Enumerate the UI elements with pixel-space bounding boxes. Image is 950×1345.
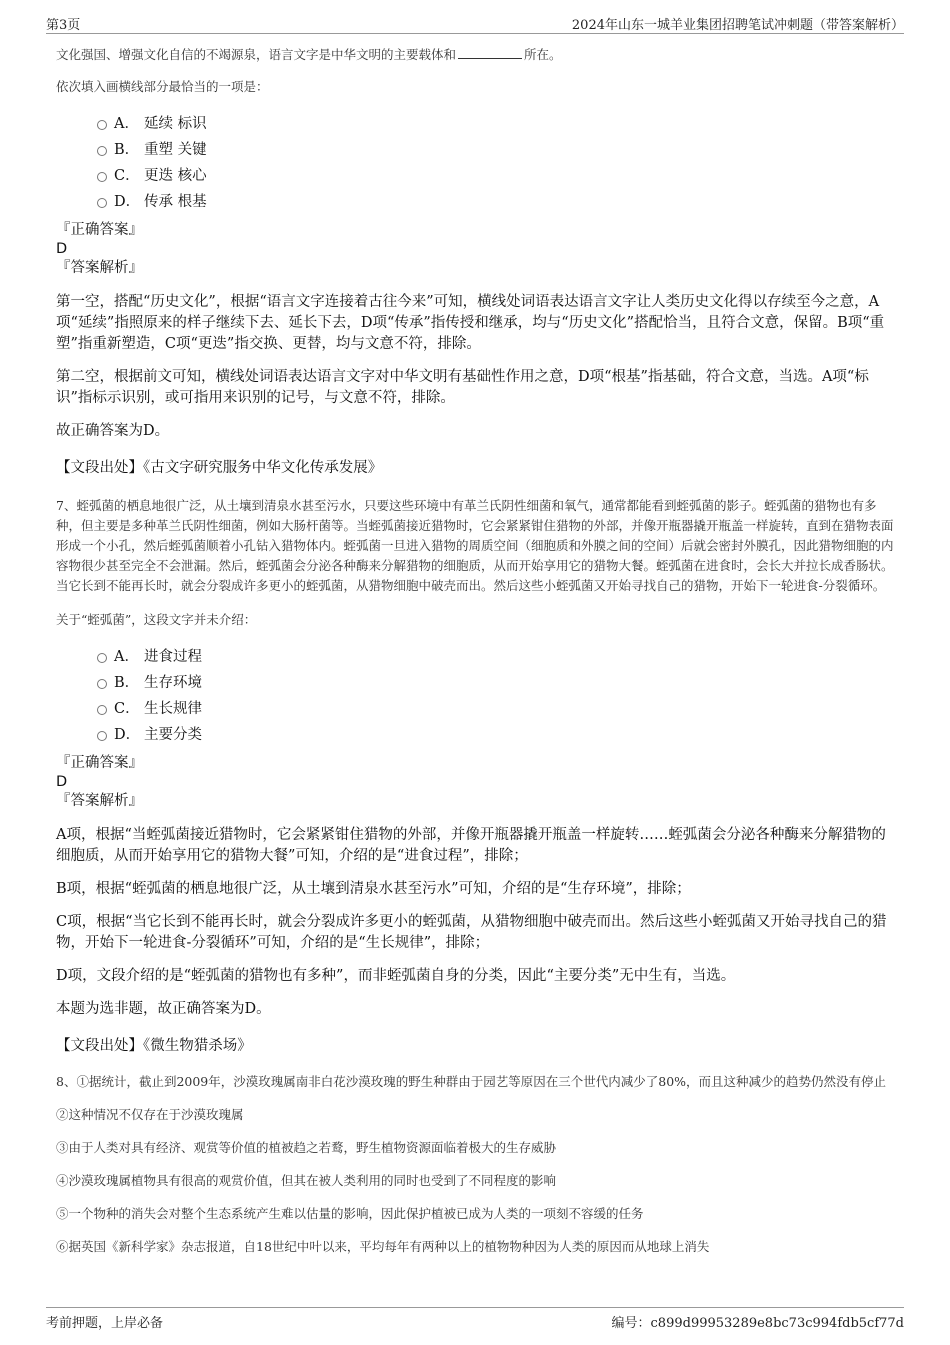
page-header xyxy=(46,14,904,34)
q8-line-2: ②这种情况不仅存在于沙漠玫瑰属 xyxy=(56,1107,244,1122)
q6-analysis-1: 第一空，搭配“历史文化”，根据“语言文字连接着古往今来”可知，横线处词语表达语言文字让人类历史文化得以存续至今之意，A项“延续”指照原来的样子继续下去、延长下去，D项“传承”指传授和继承，均与“历史文化”搭配恰当，且符合文意，保留。B项“重塑”指重新塑造，C项“更迭”指交换、更替，均与文意不符，排除。 xyxy=(56,294,885,352)
option-text: 传承 根基 xyxy=(144,194,207,210)
q8-line-5: ⑤一个物种的消失会对整个生态系统产生难以估量的影响，因此保护植被已成为人类的一项刻不容缓的任务 xyxy=(56,1206,644,1221)
option-key: A． xyxy=(114,116,139,132)
document-id: 编号：c899d99953289e8bc73c994fdb5cf77d xyxy=(611,1316,904,1331)
q7-source: 【文段出处】《微生物猎杀场》 xyxy=(56,1038,252,1054)
q6-answer-label: 『正确答案』 xyxy=(56,222,143,238)
q7-analysis-2: B项，根据“蛭弧菌的栖息地很广泛，从土壤到清泉水甚至污水”可知，介绍的是“生存环境”，排除； xyxy=(56,881,691,897)
option-key: B． xyxy=(114,142,140,158)
q7-stem: 7、蛭弧菌的栖息地很广泛，从土壤到清泉水甚至污水，只要这些环境中有革兰氏阴性细菌和氧气，通常都能看到蛭弧菌的影子。蛭弧菌的猎物也有多种，但主要是多种革兰氏阴性细菌，例如大肠杆菌等。当蛭弧菌接近猎物时，它会紧紧钳住猎物的外部，并像开瓶器撬开瓶盖一样旋转，直到在猎物表面形成一个小孔，然后蛭弧菌顺着小孔钻入猎物体内。蛭弧菌一旦进入猎物的周质空间（细胞质和外膜之间的空间）后就会密封外膜孔，因此猎物细胞的内容物很少甚至完全不会泄漏。然后，蛭弧菌会分泌各种酶来分解猎物的细胞质，从而开始享用它的猎物大餐。蛭弧菌在进食时，会长大并拉长成香肠状。当它长到不能再长时，就会分裂成许多更小的蛭弧菌，从猎物细胞中破壳而出。然后这些小蛭弧菌又开始寻找自己的猎物，开始下一轮进食-分裂循环。 xyxy=(56,498,894,593)
q6-stem-part2: 所在。 xyxy=(524,47,562,62)
radio-icon[interactable] xyxy=(97,731,107,741)
q8-line-6: ⑥据英国《新科学家》杂志报道，自18世纪中叶以来，平均每年有两种以上的植物物种因为人类的原因而从地球上消失 xyxy=(56,1239,710,1254)
q7-analysis-4: D项，文段介绍的是“蛭弧菌的猎物也有多种”，而非蛭弧菌自身的分类，因此“主要分类”无中生有，当选。 xyxy=(56,968,736,984)
option-key: C． xyxy=(114,701,140,717)
q6-option-c[interactable] xyxy=(56,163,894,189)
header-divider xyxy=(46,33,904,34)
q6-analysis-2: 第二空，根据前文可知，横线处词语表达语言文字对中华文明有基础性作用之意，D项“根基”指基础，符合文意，当选。A项“标识”指标示识别，或可指用来识别的记号，与文意不符，排除。 xyxy=(56,369,869,406)
q7-options xyxy=(56,644,894,748)
q6-source: 【文段出处】《古文字研究服务中华文化传承发展》 xyxy=(56,460,383,476)
q7-option-c[interactable] xyxy=(56,696,894,722)
q7-analysis-label: 『答案解析』 xyxy=(56,793,143,809)
q6-option-b[interactable] xyxy=(56,137,894,163)
option-key: D． xyxy=(114,727,141,743)
footer-slogan: 考前押题，上岸必备 xyxy=(46,1316,164,1331)
q6-answer: D xyxy=(56,241,68,257)
q8-line-3: ③由于人类对具有经济、观赏等价值的植被趋之若鹜，野生植物资源面临着极大的生存威胁 xyxy=(56,1140,557,1155)
q6-stem-part1: 文化强国、增强文化自信的不竭源泉，语言文字是中华文明的主要载体和 xyxy=(56,47,457,62)
q7-analysis-5: 本题为选非题，故正确答案为D。 xyxy=(56,1001,271,1017)
option-text: 主要分类 xyxy=(144,727,202,743)
q7-analysis-3: C项，根据“当它长到不能再长时，就会分裂成许多更小的蛭弧菌，从猎物细胞中破壳而出。然后这些小蛭弧菌又开始寻找自己的猎物，开始下一轮进食-分裂循环”可知，介绍的是“生长规律”，排除； xyxy=(56,914,887,951)
q7-option-d[interactable] xyxy=(56,722,894,748)
q6-option-a[interactable] xyxy=(56,111,894,137)
option-text: 进食过程 xyxy=(144,649,202,665)
page-number: 第3页 xyxy=(46,18,81,33)
q6-options xyxy=(56,111,894,215)
option-text: 重塑 关键 xyxy=(144,142,207,158)
radio-icon[interactable] xyxy=(97,198,107,208)
q6-analysis-3: 故正确答案为D。 xyxy=(56,423,170,439)
radio-icon[interactable] xyxy=(97,120,107,130)
option-key: A． xyxy=(114,649,139,665)
radio-icon[interactable] xyxy=(97,653,107,663)
option-text: 生存环境 xyxy=(144,675,202,691)
radio-icon[interactable] xyxy=(97,679,107,689)
q6-analysis-label: 『答案解析』 xyxy=(56,260,143,276)
option-key: D． xyxy=(114,194,141,210)
document-title: 2024年山东一城羊业集团招聘笔试冲刺题（带答案解析） xyxy=(571,18,904,33)
q6-stem xyxy=(56,45,894,65)
q7-prompt: 关于“蛭弧菌”，这段文字并未介绍： xyxy=(56,612,257,627)
page-content xyxy=(56,45,894,1257)
radio-icon[interactable] xyxy=(97,705,107,715)
option-text: 延续 标识 xyxy=(144,116,207,132)
option-text: 更迭 核心 xyxy=(144,168,207,184)
fill-blank xyxy=(458,45,522,59)
radio-icon[interactable] xyxy=(97,146,107,156)
q7-answer: D xyxy=(56,774,68,790)
q7-option-a[interactable] xyxy=(56,644,894,670)
q8-line-4: ④沙漠玫瑰属植物具有很高的观赏价值，但其在被人类利用的同时也受到了不同程度的影响 xyxy=(56,1173,557,1188)
option-key: C． xyxy=(114,168,140,184)
q7-answer-label: 『正确答案』 xyxy=(56,755,143,771)
page-footer xyxy=(46,1312,904,1332)
q7-option-b[interactable] xyxy=(56,670,894,696)
q8-line-1: 8、①据统计，截止到2009年，沙漠玫瑰属南非白花沙漠玫瑰的野生种群由于园艺等原因在三个世代内减少了80%，而且这种减少的趋势仍然没有停止 xyxy=(56,1074,887,1089)
q6-option-d[interactable] xyxy=(56,189,894,215)
option-key: B． xyxy=(114,675,140,691)
option-text: 生长规律 xyxy=(144,701,202,717)
q6-prompt: 依次填入画横线部分最恰当的一项是： xyxy=(56,79,269,94)
q7-analysis-1: A项，根据“当蛭弧菌接近猎物时，它会紧紧钳住猎物的外部，并像开瓶器撬开瓶盖一样旋转……蛭弧菌会分泌各种酶来分解猎物的细胞质，从而开始享用它的猎物大餐”可知，介绍的是“进食过程”，排除； xyxy=(56,827,886,864)
radio-icon[interactable] xyxy=(97,172,107,182)
footer-divider xyxy=(46,1307,904,1308)
